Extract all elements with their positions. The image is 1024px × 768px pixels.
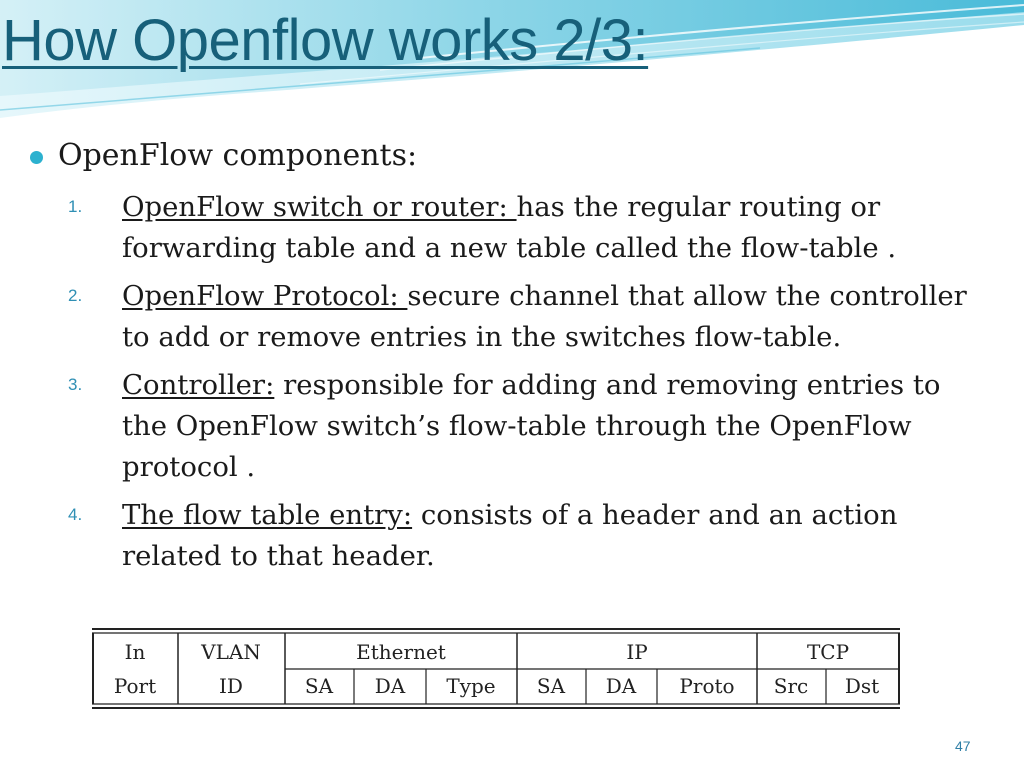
ethernet-group-label: Ethernet	[356, 640, 446, 664]
tcp-group-label: TCP	[806, 640, 850, 664]
list-term: The flow table entry:	[122, 499, 413, 531]
bullet-item	[30, 136, 417, 176]
list-item	[68, 365, 998, 488]
list-description: secure channel that allow the controller to add or remove entries in the switches flow-table.	[122, 280, 967, 353]
tcp-dst-label: Dst	[844, 674, 880, 698]
list-description: consists of a header and an action related to that header.	[122, 499, 898, 572]
ethernet-type-label: Type	[446, 674, 496, 698]
list-description: responsible for adding and removing entries to the OpenFlow switch’s flow-table through the OpenFlow protocol .	[122, 369, 941, 483]
ethernet-sa-label: SA	[304, 674, 334, 698]
vlan-label-top: VLAN	[201, 640, 261, 664]
list-text	[122, 365, 982, 488]
slide-title: How Openflow works 2/3:	[2, 8, 649, 73]
bullet-dot-icon	[30, 151, 43, 164]
list-text	[122, 187, 982, 269]
tcp-src-label: Src	[773, 674, 809, 698]
list-number: 3.	[68, 375, 83, 394]
ip-sa-label: SA	[536, 674, 566, 698]
bullet-text: OpenFlow components:	[58, 138, 418, 173]
list-text	[122, 495, 982, 577]
components-list	[68, 187, 998, 584]
list-item	[68, 495, 998, 577]
flow-table-header-diagram	[92, 627, 900, 710]
list-item	[68, 276, 998, 358]
ip-da-label: DA	[605, 674, 637, 698]
list-number: 4.	[68, 505, 83, 524]
list-term: OpenFlow switch or router:	[122, 191, 517, 223]
list-number: 2.	[68, 286, 83, 305]
page-number: 47	[955, 738, 971, 754]
list-item	[68, 187, 998, 269]
list-term: Controller:	[122, 369, 275, 401]
list-number: 1.	[68, 197, 83, 216]
vlan-label-bottom: ID	[219, 674, 243, 698]
list-term: OpenFlow Protocol:	[122, 280, 408, 312]
list-description: has the regular routing or forwarding table and a new table called the flow-table .	[122, 191, 897, 264]
ip-group-label: IP	[626, 640, 648, 664]
ethernet-da-label: DA	[374, 674, 406, 698]
in-port-label-bottom: Port	[113, 674, 157, 698]
in-port-label-top: In	[124, 640, 146, 664]
ip-proto-label: Proto	[679, 674, 735, 698]
list-text	[122, 276, 982, 358]
